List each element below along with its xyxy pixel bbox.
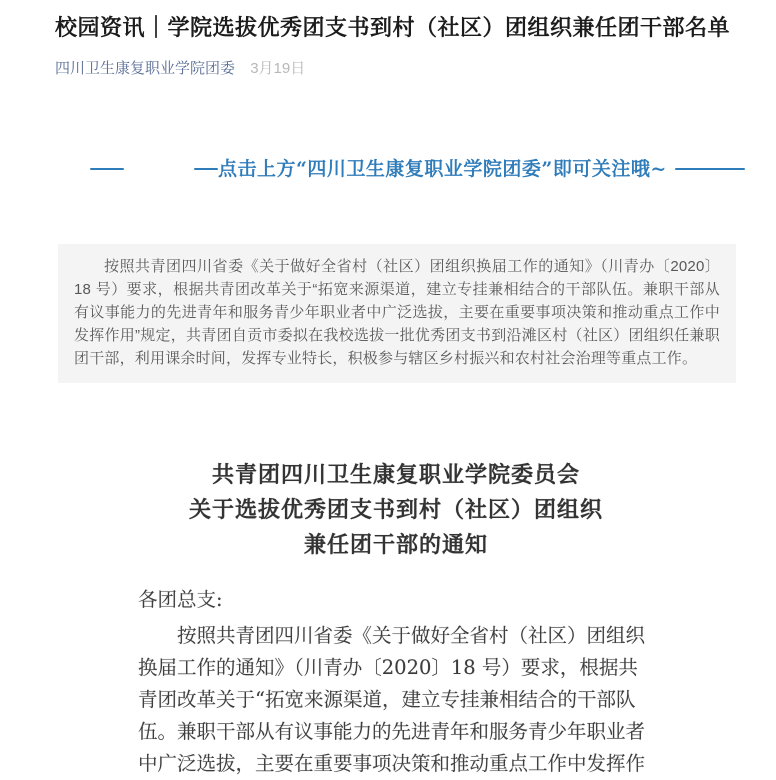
notice-salutation: 各团总支: bbox=[138, 588, 223, 611]
banner-right-line bbox=[675, 168, 745, 170]
notice-title-line-2: 关于选拔优秀团支书到村（社区）团组织 bbox=[188, 497, 603, 522]
banner-lead-dash bbox=[194, 168, 218, 170]
notice-title-line-1: 共青团四川卫生康复职业学院委员会 bbox=[211, 462, 580, 487]
notice-body-line-2: 换届工作的通知》（川青办〔2020〕18 号）要求，根据共 bbox=[138, 656, 638, 679]
notice-body bbox=[138, 584, 654, 780]
notice-title bbox=[8, 457, 776, 562]
notice-body-line-3: 青团改革关于“拓宽来源渠道，建立专挂兼相结合的干部队 bbox=[138, 688, 636, 711]
summary-quote-box bbox=[58, 244, 736, 383]
notice-body-line-4: 伍。兼职干部从有议事能力的先进青年和服务青少年职业者 bbox=[138, 720, 646, 743]
byline bbox=[55, 58, 736, 79]
account-name-link[interactable]: 四川卫生康复职业学院团委 bbox=[55, 60, 236, 77]
publish-date: 3月19日 bbox=[250, 60, 306, 77]
notice-body-line-5: 中广泛选拔，主要在重要事项决策和推动重点工作中发挥作 bbox=[138, 752, 646, 775]
notice-body-line-1: 按照共青团四川省委《关于做好全省村（社区）团组织 bbox=[177, 624, 646, 647]
notice-title-line-3: 兼任团干部的通知 bbox=[303, 532, 488, 557]
follow-banner-text: 点击上方“四川卫生康复职业学院团委”即可关注哦~ bbox=[218, 158, 667, 180]
follow-banner bbox=[0, 156, 776, 182]
summary-text: 按照共青团四川省委《关于做好全省村（社区）团组织换届工作的通知》（川青办〔2020〕18 号）要求，根据共青团改革关于“拓宽来源渠道，建立专挂兼相结合的干部队伍。兼职干部从有议事能力的先进青年和服务青少年职业者中广泛选拔，主要在重要事项决策和推动重点工作中发挥作用”规定，共青团自贡市委拟在我校选拔一批优秀团支书到沿滩区村（社区）团组织任兼职团干部，利用课余时间，发挥专业特长，积极参与辖区乡村振兴和农村社会治理等重点工作。 bbox=[74, 258, 720, 367]
article-page bbox=[0, 13, 776, 780]
notice-scan-image bbox=[8, 457, 776, 780]
banner-left-dash bbox=[90, 168, 124, 170]
article-title: 校园资讯｜学院选拔优秀团支书到村（社区）团组织兼任团干部名单 bbox=[55, 15, 731, 40]
